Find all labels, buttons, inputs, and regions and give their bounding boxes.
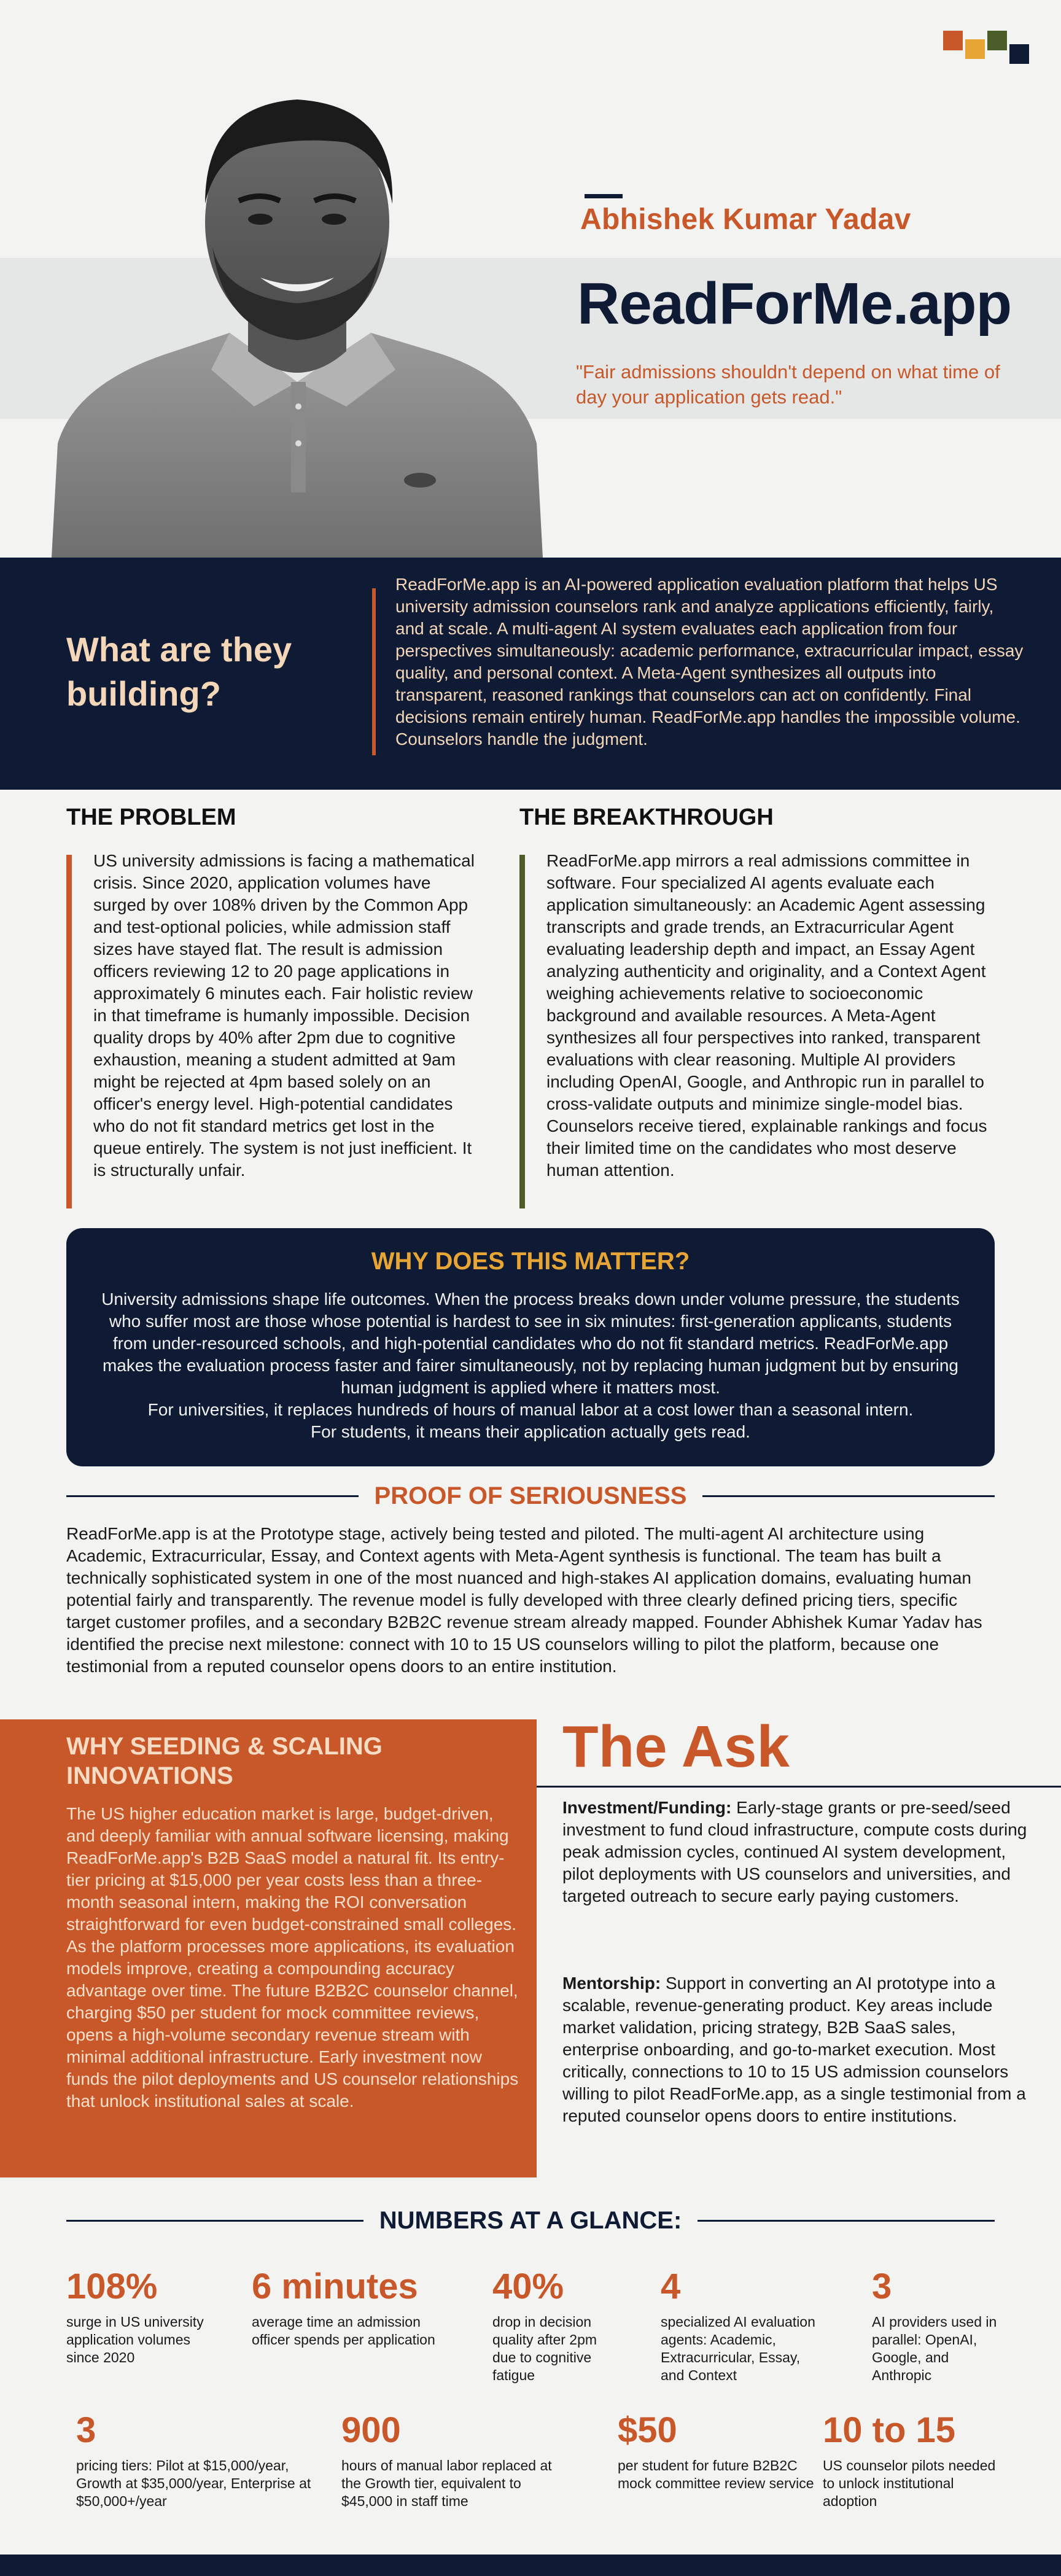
ask-mentorship — [562, 1972, 1029, 2127]
funding-label: Investment/Funding: — [562, 1798, 732, 1817]
stat-value: 900 — [341, 2410, 401, 2450]
stat-card — [66, 2266, 226, 2367]
name-dash — [585, 194, 623, 198]
problem-text: US university admissions is facing a mathematical crisis. Since 2020, application volumes have surged by over 108% driven by the Common App and test-optional policies, while admission staff sizes have stayed flat. The result is admission officers reviewing 12 to 20 page applications in approximately 6 minutes each. Fair holistic review in that timeframe is humanly impossible. Decision quality drops by 40% after 2pm due to cognitive exhaustion, meaning a student admitted at 9am might be rejected at 4pm based solely on an officer's energy level. High-potential candidates who do not fit standard metrics get lost in the queue entirely. The system is not just inefficient. It is structurally unfair. — [93, 851, 475, 1180]
stat-value: 108% — [66, 2267, 158, 2306]
stat-label: per student for future B2B2C mock committee review service — [618, 2457, 814, 2491]
building-description: ReadForMe.app is an AI-powered application evaluation platform that helps US university admission counselors rank and analyze applications efficiently, fairly, and at scale. A multi-agent AI system evaluates each application from four perspectives simultaneously: academic performance, extracurricular impact, essay quality, and personal context. A Meta-Agent synthesizes all outputs into transparent, reasoned rankings that counselors can act on confidently. Final decisions remain entirely human. ReadForMe.app handles the impossible volume. Counselors handle the judgment. — [395, 575, 1024, 749]
breakthrough-accent-bar — [519, 855, 525, 1208]
stat-label: US counselor pilots needed to unlock institutional adoption — [823, 2457, 996, 2509]
stat-label: surge in US university application volumes since 2020 — [66, 2314, 204, 2365]
stat-value: $50 — [618, 2410, 677, 2450]
stat-label: AI providers used in parallel: OpenAI, Google, and Anthropic — [872, 2314, 997, 2383]
proof-header — [66, 1482, 995, 1510]
stat-label: hours of manual labor replaced at the Growth tier, equivalent to $45,000 in staff time — [341, 2457, 552, 2509]
problem-accent-bar — [66, 855, 72, 1208]
stat-card — [492, 2266, 615, 2384]
stat-card — [618, 2410, 814, 2492]
ask-title: The Ask — [562, 1714, 790, 1780]
why-matter-universities: For universities, it replaces hundreds of hours of manual labor at a cost lower than a seasonal intern. — [147, 1400, 914, 1419]
rule-left — [66, 1495, 359, 1497]
funding-text: Early-stage grants or pre-seed/seed investment to fund cloud infrastructure, compute costs during peak admission cycles, continued AI system development, pilot deployments with US counselors and universities, and targeted outreach to secure early paying customers. — [562, 1798, 1027, 1905]
stat-value: 3 — [872, 2267, 892, 2306]
brand-title: ReadForMe.app — [577, 271, 1012, 337]
stat-card — [872, 2266, 1001, 2384]
problem-title: THE PROBLEM — [66, 804, 236, 830]
ask-rule — [537, 1786, 1061, 1788]
ask-funding — [562, 1797, 1029, 1907]
founder-name: Abhishek Kumar Yadav — [580, 203, 911, 236]
stat-value: 40% — [492, 2267, 564, 2306]
stat-label: average time an admission officer spends per application — [252, 2314, 435, 2348]
numbers-header — [66, 2207, 995, 2235]
why-matter-title: WHY DOES THIS MATTER? — [371, 1248, 690, 1275]
stat-card — [76, 2410, 322, 2510]
stat-value: 10 to 15 — [823, 2410, 955, 2450]
stat-value: 3 — [76, 2410, 96, 2450]
stat-value: 4 — [661, 2267, 681, 2306]
numbers-title: NUMBERS AT A GLANCE: — [379, 2207, 682, 2234]
proof-text: ReadForMe.app is at the Prototype stage, actively being tested and piloted. The multi-agent AI architecture using Academic, Extracurricular, Essay, and Context agents with Meta-Agent synthesis is functional. The team has built a technically sophisticated system in one of the most nuanced and high-stakes AI application domains, evaluating human potential fairly and transparently. The revenue model is fully developed with three clearly defined pricing tiers, specific target customer profiles, and a secondary B2B2C revenue stream already mapped. Founder Abhishek Kumar Yadav has identified the precise next milestone: connect with 10 to 15 US counselors willing to pilot the platform, because one testimonial from a reputed counselor opens doors to an entire institution. — [66, 1524, 982, 1676]
seeding-title: WHY SEEDING & SCALING INNOVATIONS — [66, 1733, 383, 1789]
stat-card — [341, 2410, 562, 2510]
breakthrough-text: ReadForMe.app mirrors a real admissions committee in software. Four specialized AI agents evaluate each application simultaneously: an Academic Agent assessing transcripts and grade trends, an Extracurricular Agent evaluating leadership depth and impact, an Essay Agent analyzing authenticity and originality, and a Context Agent weighing achievements relative to socioeconomic background and available resources. A Meta-Agent synthesizes all four perspectives into ranked, transparent evaluations with clear reasoning. Multiple AI providers including OpenAI, Google, and Anthropic run in parallel to cross-validate outputs and minimize single-model bias. Counselors receive tiered, explainable rankings and focus their limited time on the candidates who most deserve human attention. — [546, 851, 987, 1180]
proof-title: PROOF OF SERIOUSNESS — [374, 1482, 687, 1509]
mentorship-text: Support in converting an AI prototype into a scalable, revenue-generating product. Key areas include market validation, pricing strategy, B2B SaaS sales, enterprise onboarding, and go-to-market execution. Most critically, connections to 10 to 15 US admission counselors willing to pilot ReadForMe.app, as a single testimonial from a reputed counselor opens doors to entire institutions. — [562, 1974, 1026, 2125]
rule-left — [66, 2220, 363, 2222]
seeding-text: The US higher education market is large, budget-driven, and deeply familiar with annual software licensing, making ReadForMe.app's B2B SaaS model a natural fit. Its entry-tier pricing at $15,000 per year costs less than a three-month seasonal intern, making the ROI conversation straightforward for even budget-constrained small colleges. As the platform processes more applications, its evaluation models improve, creating a compounding accuracy advantage over time. The future B2B2C counselor channel, charging $50 per student for mock committee reviews, opens a high-volume secondary revenue stream with minimal additional infrastructure. Early investment now funds the pilot deployments and US counselor relationships that unlock institutional sales at scale. — [66, 1804, 519, 2111]
founder-photo — [52, 63, 543, 558]
stat-card — [823, 2410, 1007, 2510]
building-accent-bar — [372, 588, 376, 755]
building-question: What are they building? — [66, 630, 292, 713]
stat-label: specialized AI evaluation agents: Academic, Extracurricular, Essay, and Context — [661, 2314, 815, 2383]
rule-right — [698, 2220, 995, 2222]
tagline-quote: "Fair admissions shouldn't depend on what time of day your application gets read." — [576, 361, 1000, 408]
stat-label: pricing tiers: Pilot at $15,000/year, Growth at $35,000/year, Enterprise at $50,000+/year — [76, 2457, 311, 2509]
stat-value: 6 minutes — [252, 2267, 418, 2306]
breakthrough-title: THE BREAKTHROUGH — [519, 804, 774, 830]
why-matter-text — [92, 1288, 969, 1443]
mentorship-label: Mentorship: — [562, 1974, 661, 1993]
rule-right — [702, 1495, 995, 1497]
stat-label: drop in decision quality after 2pm due to cognitive fatigue — [492, 2314, 597, 2383]
why-matter-paragraph: University admissions shape life outcomes. When the process breaks down under volume pressure, the students who suffer most are those whose potential is hardest to see in six minutes: first-generation applicants, students from under-resourced schools, and high-potential candidates who do not fit standard metrics. ReadForMe.app makes the evaluation process faster and fairer simultaneously, not by replacing human judgment but by ensuring human judgment is applied where it matters most. — [101, 1290, 960, 1397]
stat-card — [252, 2266, 448, 2349]
stat-card — [661, 2266, 820, 2384]
footer-band — [0, 2555, 1061, 2576]
why-matter-students: For students, it means their application actually gets read. — [311, 1422, 750, 1441]
logo-icon — [943, 31, 1035, 68]
